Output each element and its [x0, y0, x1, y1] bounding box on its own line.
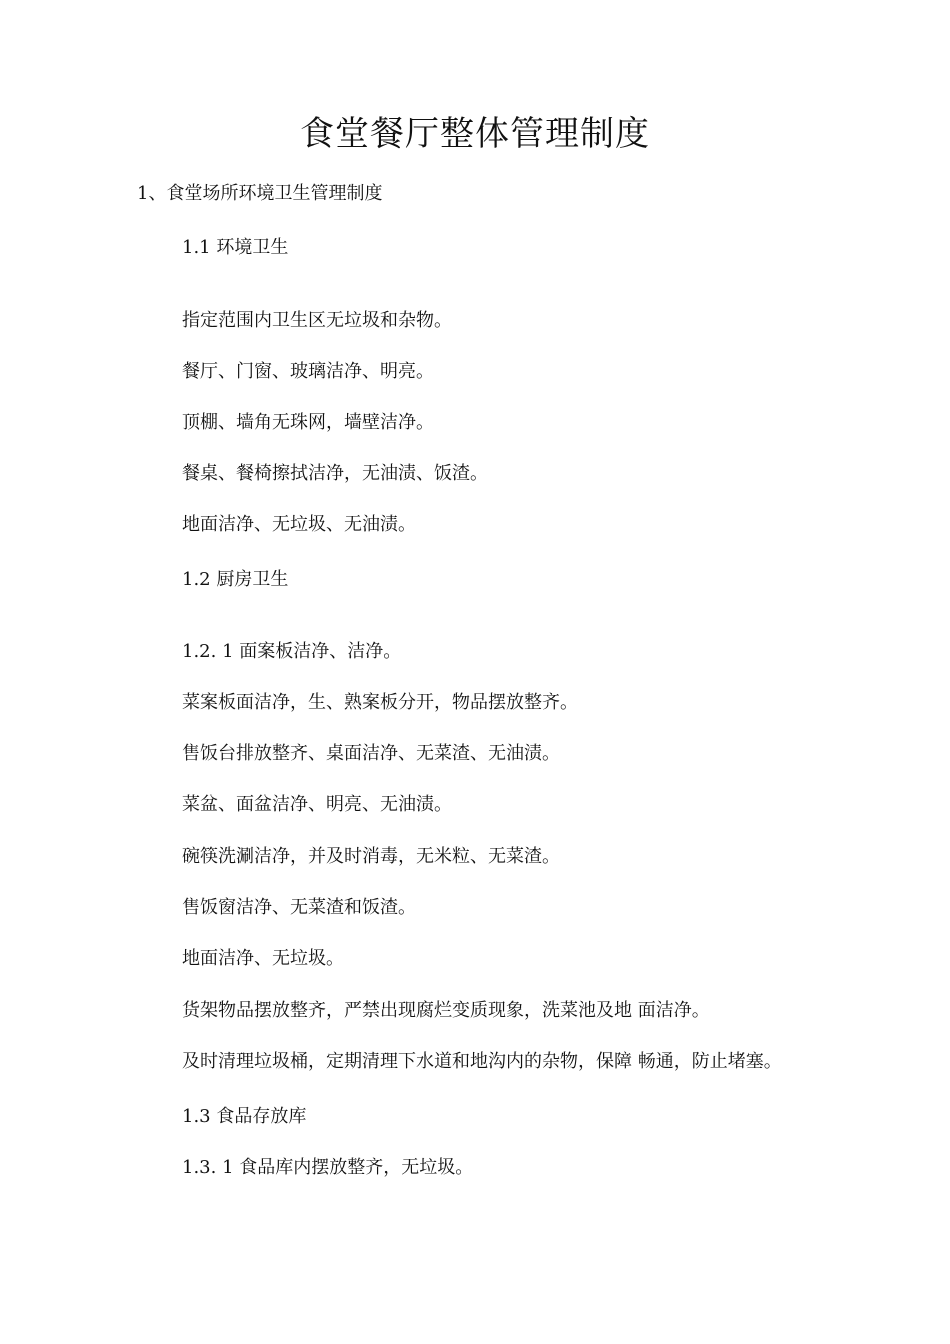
- paragraph: 地面洁净、无垃圾、无油渍。: [182, 514, 416, 535]
- paragraph: 餐桌、餐椅擦拭洁净，无油渍、饭渣。: [182, 463, 488, 484]
- paragraph: 1.3. 1 食品库内摆放整齐，无垃圾。: [182, 1157, 474, 1178]
- paragraph: 1.2. 1 面案板洁净、洁净。: [182, 641, 402, 662]
- paragraph: 地面洁净、无垃圾。: [182, 948, 344, 969]
- subsection-heading: 1.2 厨房卫生: [182, 569, 289, 590]
- subsection-heading: 1.3 食品存放库: [182, 1106, 307, 1127]
- paragraph: 指定范围内卫生区无垃圾和杂物。: [182, 310, 452, 331]
- paragraph: 货架物品摆放整齐，严禁出现腐烂变质现象，洗菜池及地 面洁净。: [182, 1000, 710, 1021]
- section-heading: 1、食堂场所环境卫生管理制度: [137, 183, 383, 204]
- subsection-heading: 1.1 环境卫生: [182, 237, 289, 258]
- paragraph: 菜案板面洁净，生、熟案板分开，物品摆放整齐。: [182, 692, 578, 713]
- paragraph: 碗筷洗涮洁净，并及时消毒，无米粒、无菜渣。: [182, 846, 560, 867]
- paragraph: 餐厅、门窗、玻璃洁净、明亮。: [182, 361, 434, 382]
- paragraph: 菜盆、面盆洁净、明亮、无油渍。: [182, 794, 452, 815]
- paragraph: 售饭台排放整齐、桌面洁净、无菜渣、无油渍。: [182, 743, 560, 764]
- paragraph: 顶棚、墙角无珠网，墙壁洁净。: [182, 412, 434, 433]
- document-title: 食堂餐厅整体管理制度: [300, 114, 650, 154]
- paragraph: 及时清理垃圾桶，定期清理下水道和地沟内的杂物，保障 畅通，防止堵塞。: [182, 1051, 782, 1072]
- paragraph: 售饭窗洁净、无菜渣和饭渣。: [182, 897, 416, 918]
